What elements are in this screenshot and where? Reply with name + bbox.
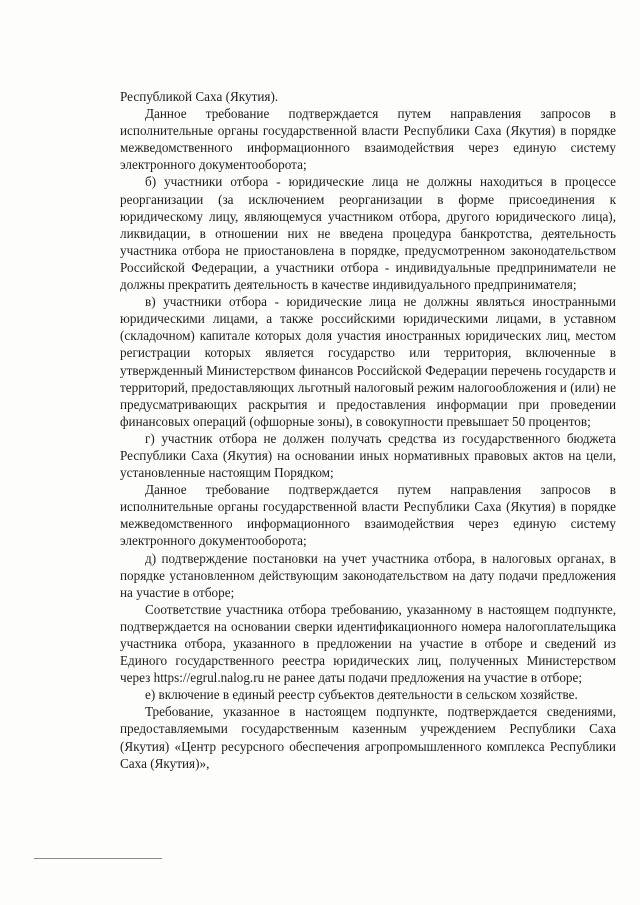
paragraph-requirement-confirmation: Данное требование подтверждается путем направления запросов в исполнительные органы государственной власти Республики Саха (Якутия) в порядке межведомственного информационного взаимодействия через единую систему электронного документооборота; <box>120 106 616 173</box>
paragraph-requirement-confirmation-3: Требование, указанное в настоящем подпункте, подтверждается сведениями, предоставляемыми государственным казенным учреждением Республики Саха (Якутия) «Центр ресурсного обеспечения агропромышленного комплекса Республики Саха (Якутия)», <box>120 704 616 771</box>
paragraph-continuation: Республикой Саха (Якутия). <box>120 89 279 104</box>
paragraph-item-d: д) подтверждение постановки на учет участника отбора, в налоговых органах, в порядке установленном действующим законодательством на дату подачи предложения на участие в отборе; <box>120 550 616 600</box>
paragraph-item-g: г) участник отбора не должен получать средства из государственного бюджета Республики Саха (Якутия) на основании иных нормативных правовых актов на цели, установленные настоящим Порядком; <box>120 430 616 481</box>
paragraph-item-e: е) включение в единый реестр субъектов деятельности в сельском хозяйстве. <box>145 687 578 703</box>
paragraph-item-v: в) участники отбора - юридические лица не должны являться иностранными юридическими лицами, а также российскими юридическими лицами, в уставном (складочном) капитале которых доля участия иностранных юридических лиц, местом регистрации которых является государство или территория, включенные в утвержденный Министерством финансов Российской Федерации перечень государств и территорий, предоставляющих льготный налоговый режим налогообложения и (или) не предусматривающих раскрытия и предоставления информации при проведении финансовых операций (офшорные зоны), в совокупности превышает 50 процентов; <box>120 294 616 429</box>
document-body <box>120 88 616 772</box>
paragraph-item-b: б) участники отбора - юридические лица не должны находиться в процессе реорганизации (за исключением реорганизации в форме присоединения к юридическому лицу, являющемуся участником отбора, другого юридического лица), ликвидации, в отношении них не введена процедура банкротства, деятельность участника отбора не приостановлена в порядке, предусмотренном законодательством Российской Федерации, а участники отбора - индивидуальные предприниматели не должны прекратить деятельность в качестве индивидуального предпринимателя; <box>120 174 616 293</box>
footer-rule <box>34 858 162 859</box>
paragraph-requirement-confirmation-2: Данное требование подтверждается путем направления запросов в исполнительные органы государственной власти Республики Саха (Якутия) в порядке межведомственного информационного взаимодействия через единую систему электронного документооборота; <box>120 482 616 549</box>
paragraph-inn-verification: Соответствие участника отбора требованию, указанному в настоящем подпункте, подтверждается на основании сверки идентификационного номера налогоплательщика участника отбора, указанного в предложении на участие в отборе и сведений из Единого государственного реестра юридических лиц, полученных Министерством через https://egrul.nalog.ru не ранее даты подачи предложения на участие в отборе; <box>120 601 616 686</box>
